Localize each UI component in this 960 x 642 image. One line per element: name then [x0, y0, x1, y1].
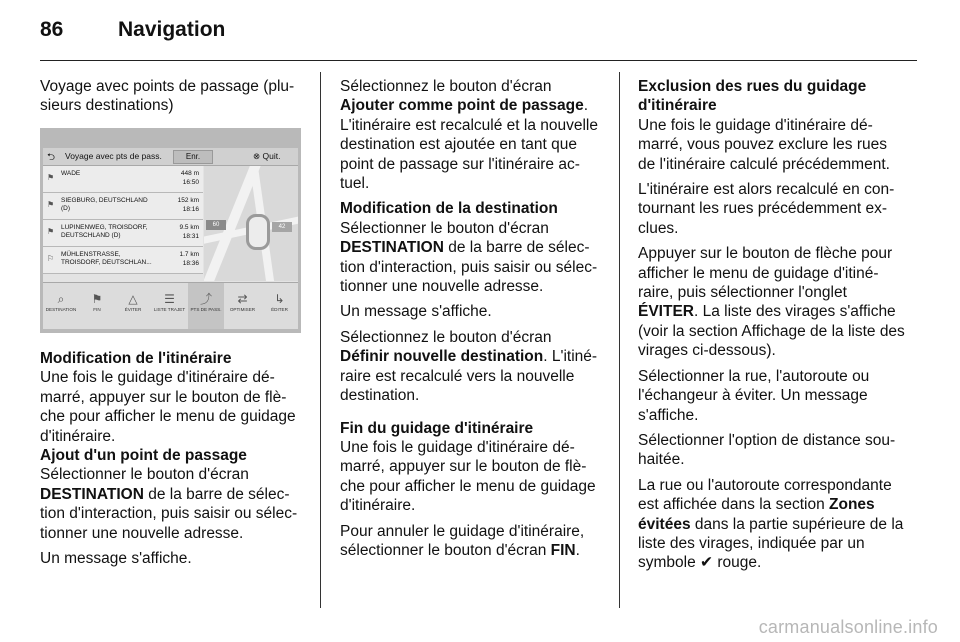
paragraph: Sélectionner la rue, l'autoroute ou l'échangeur à éviter. Un message s'affiche.: [638, 367, 870, 424]
destination-flag-icon: ⚐: [47, 254, 55, 263]
avoid-icon: △: [128, 292, 138, 306]
bold-term: FIN: [550, 541, 576, 559]
section-heading: Modification de la destination: [340, 200, 558, 218]
map-view[interactable]: [204, 166, 298, 281]
checkmark-icon: ✔: [700, 554, 714, 572]
waypoint-list: [43, 166, 203, 274]
waypoint-row[interactable]: [43, 247, 203, 274]
text-run: Pour annuler le guidage d'itinéraire, sélectionner le bouton d'écran: [340, 522, 585, 559]
column-1-lower: [40, 349, 308, 568]
column-divider-1: [320, 72, 321, 608]
toolbar-label: PTS DE PASS.: [190, 307, 222, 312]
waypoint-distance: 152 km: [177, 197, 199, 204]
text-run: de la barre de sélec-tion d'interaction, puis saisir ou sélec-tionner une nouvelle adresse.: [40, 485, 298, 542]
toolbar-pts-de-pass-button[interactable]: [188, 283, 224, 329]
text-run: dans la partie supérieure de la liste des virages, indiquée par un symbole: [638, 515, 904, 572]
waypoint-name: WADE: [61, 170, 81, 177]
quit-button[interactable]: ⊗ Quit.: [253, 151, 281, 161]
waypoint-time: 18:16: [182, 206, 199, 213]
section-heading: Ajout d'un point de passage: [40, 447, 247, 465]
paragraph: Sélectionner l'option de distance sou-haitée.: [638, 431, 896, 469]
toolbar-label: DESTINATION: [45, 307, 77, 312]
toolbar-eviter-button[interactable]: [115, 283, 151, 329]
nav-screenshot: [40, 128, 301, 333]
text-run: Sélectionner le bouton d'écran: [340, 219, 549, 237]
toolbar-label: ÉDITER: [271, 307, 288, 312]
waypoint-time: 16:50: [182, 179, 199, 186]
quit-label: Quit.: [262, 151, 281, 161]
toolbar-label: ÉVITER: [124, 307, 142, 312]
text-run: Sélectionnez le bouton d'écran: [340, 328, 552, 346]
waypoint-time: 18:31: [182, 233, 199, 240]
pin-icon: ⚑: [47, 173, 55, 182]
save-button[interactable]: Enr.: [173, 150, 213, 164]
optimize-icon: ⇄: [237, 292, 248, 306]
waypoint-distance: 1.7 km: [179, 251, 199, 258]
paragraph: [340, 219, 608, 297]
page-number: 86: [40, 18, 64, 41]
bold-term: ÉVITER: [638, 303, 694, 321]
toolbar-editer-button[interactable]: [261, 283, 298, 329]
pin-icon: ⚑: [47, 200, 55, 209]
text-run: . La liste des virages s'affiche (voir la section Affichage de la liste des virages ci-dessous).: [638, 303, 905, 360]
column-1: [40, 77, 308, 116]
text-run: Sélectionnez le bouton d'écran: [340, 78, 552, 95]
column-3: [638, 77, 908, 573]
waypoint-row[interactable]: [43, 166, 203, 193]
paragraph: Une fois le guidage d'itinéraire dé-marré, vous pouvez exclure les rues de l'itinéraire calculé précédemment.: [638, 116, 890, 173]
waypoint-row[interactable]: [43, 193, 203, 220]
toolbar-fin-button[interactable]: [79, 283, 115, 329]
waypoint-row[interactable]: [43, 220, 203, 247]
pin-icon: ⚑: [47, 227, 55, 236]
bold-term: Définir nouvelle destination: [340, 348, 544, 366]
toolbar-label: LISTE TRAJET: [153, 307, 186, 312]
speed-badge: 42: [272, 222, 292, 232]
text-run: rouge.: [713, 554, 762, 572]
paragraph: L'itinéraire est alors recalculé en con-tournant les rues précédemment ex-clues.: [638, 181, 895, 237]
paragraph: L'itinéraire est recalculé et la nouvelle destination est ajoutée en tant que point de passage sur l'itinéraire ac-tuel.: [340, 116, 598, 193]
column-divider-2: [619, 72, 620, 608]
text-run: La rue ou l'autoroute correspondante est affichée dans la section: [638, 476, 892, 514]
toolbar-optimiser-button[interactable]: [224, 283, 261, 329]
bold-term: DESTINATION: [40, 485, 144, 503]
edit-icon: ↳: [274, 292, 285, 306]
paragraph: [40, 465, 308, 543]
flag-icon: ⚑: [91, 292, 103, 306]
section-heading: Exclusion des rues du guidage d'itinéraire: [638, 78, 867, 115]
column-2: [340, 77, 608, 560]
section-heading: Fin du guidage d'itinéraire: [340, 419, 534, 437]
toolbar-label: OPTIMISER: [229, 307, 256, 312]
bold-term: Zones évitées: [638, 496, 875, 533]
header-rule: [40, 60, 917, 61]
paragraph: Un message s'affiche.: [40, 550, 192, 568]
search-icon: ⌕: [57, 292, 65, 306]
nav-screen-display: [43, 148, 298, 328]
waypoint-name: SIEGBURG, DEUTSCHLAND (D): [61, 197, 148, 212]
waypoint-icon: ⤴: [199, 292, 212, 306]
waypoint-name: MÜHLENSTRASSE, TROISDORF, DEUTSCHLAN...: [61, 251, 152, 266]
interaction-toolbar: [43, 282, 298, 329]
text-run: . L'itiné-raire est recalculé vers la nouvelle destination.: [340, 348, 598, 405]
toolbar-liste-trajet-button[interactable]: [151, 283, 188, 329]
paragraph: [638, 476, 908, 573]
waypoint-distance: 448 m: [180, 170, 199, 177]
paragraph: [340, 328, 608, 406]
bold-term: DESTINATION: [340, 239, 444, 257]
screen-title-bar: [43, 148, 298, 166]
waypoint-time: 18:36: [182, 260, 199, 267]
back-arrow-icon[interactable]: ⮌: [47, 152, 56, 163]
waypoint-distance: 9.5 km: [179, 224, 199, 231]
paragraph: Une fois le guidage d'itinéraire dé-marré, appuyer sur le bouton de flè-che pour afficher le menu de guidage d'itinéraire.: [40, 369, 296, 445]
waypoint-name: LUPINENWEG, TROISDORF, DEUTSCHLAND (D): [61, 224, 148, 239]
toolbar-destination-button[interactable]: [43, 283, 79, 329]
paragraph: [340, 522, 608, 561]
page-title: Navigation: [118, 18, 226, 41]
text-run: Appuyer sur le bouton de flèche pour afficher le menu de guidage d'itiné-raire, puis sélectionner l'onglet: [638, 245, 893, 302]
text-run: .: [583, 97, 589, 115]
text-run: Sélectionner le bouton d'écran: [40, 466, 249, 484]
paragraph: Une fois le guidage d'itinéraire dé-marré, appuyer sur le bouton de flè-che pour afficher le menu de guidage d'itinéraire.: [340, 438, 596, 515]
speed-limit-badge: 60: [206, 220, 226, 230]
watermark: carmanualsonline.info: [758, 617, 938, 637]
text-run: .: [575, 541, 580, 559]
car-position-icon: [246, 214, 270, 250]
bold-term: Ajouter comme point de passage: [340, 97, 584, 115]
screen-title: Voyage avec pts de pass.: [65, 151, 162, 161]
paragraph: Un message s'affiche.: [340, 303, 492, 321]
section-heading: Modification de l'itinéraire: [40, 350, 232, 367]
toolbar-label: FIN: [93, 307, 101, 312]
paragraph: [340, 77, 608, 116]
paragraph: [638, 244, 908, 360]
text-run: de la barre de sélec-tion d'interaction, puis saisir ou sélec-tionner une nouvelle adresse.: [340, 239, 598, 296]
list-icon: ☰: [164, 292, 175, 306]
intro-text: Voyage avec points de passage (plu-sieurs destinations): [40, 78, 295, 115]
